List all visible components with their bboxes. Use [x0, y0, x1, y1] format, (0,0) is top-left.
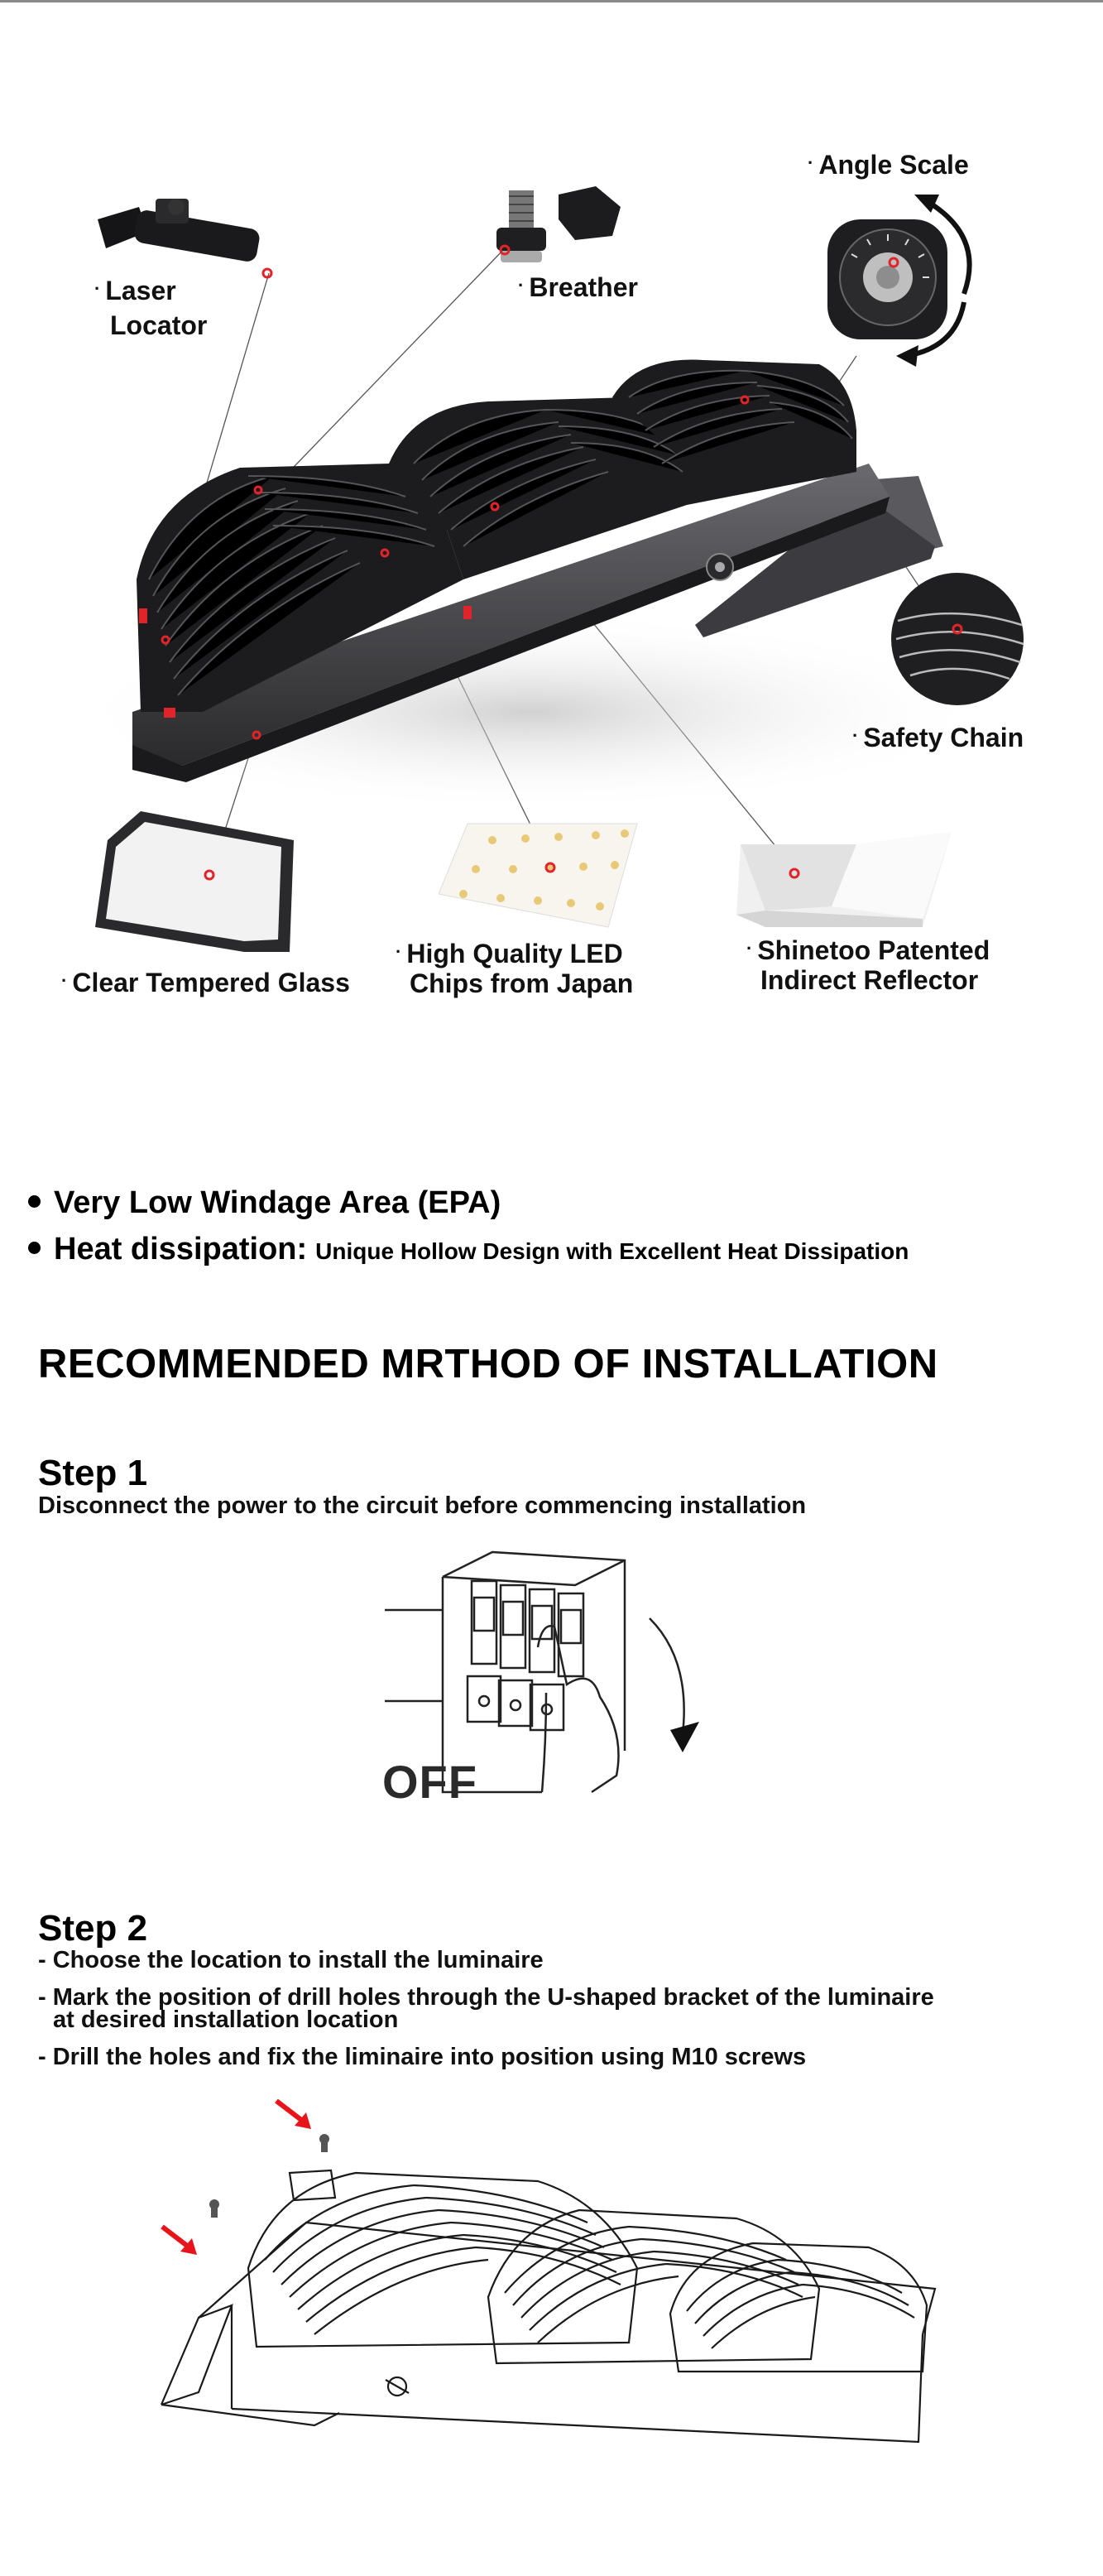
breather-image: [480, 178, 629, 277]
feature-item-heat: [28, 1232, 909, 1267]
callout-bullet: ·: [808, 152, 814, 173]
callout-bullet: ·: [94, 278, 101, 299]
callout-safety-chain: [852, 722, 1024, 757]
step2-line1: - Choose the location to install the luminaire: [38, 1947, 544, 1973]
feature-heat-title: Heat dissipation:: [54, 1232, 308, 1266]
reflector-image: [732, 828, 964, 935]
callout-reflector: [746, 937, 990, 993]
bullet-dot: [28, 1195, 41, 1208]
callout-safety-chain-label: Safety Chain: [863, 723, 1024, 752]
drill-arrow-icon: [271, 2096, 321, 2137]
step2-title: Step 2: [38, 1908, 148, 1949]
step1-text: Disconnect the power to the circuit before commencing installation: [38, 1492, 807, 1519]
step2-line2b: at desired installation location: [53, 2006, 399, 2033]
callout-breather-label: Breather: [529, 272, 638, 302]
callout-bullet: ·: [852, 725, 859, 746]
luminaire-line-drawing: [141, 2094, 1067, 2442]
laser-locator-image: [89, 186, 288, 286]
feature-epa-text: Very Low Windage Area (EPA): [54, 1185, 501, 1220]
callout-led-chips: [396, 940, 633, 997]
callout-clear-glass: [61, 967, 350, 1002]
callout-reflector-line2: Indirect Reflector: [760, 965, 979, 995]
callout-laser-locator-line2: Locator: [110, 310, 208, 340]
callout-clear-glass-label: Clear Tempered Glass: [72, 968, 350, 997]
tempered-glass-image: [91, 807, 306, 964]
callout-laser-locator-line1: Laser: [105, 276, 176, 305]
callout-led-line2: Chips from Japan: [410, 968, 634, 998]
step1-title: Step 1: [38, 1453, 148, 1493]
off-label: OFF: [382, 1756, 477, 1808]
installation-title: RECOMMENDED MRTHOD OF INSTALLATION: [38, 1342, 938, 1387]
step2-line2a: - Mark the position of drill holes through the U-shaped bracket of the luminaire: [38, 1984, 934, 2011]
callout-led-line1: High Quality LED: [406, 939, 623, 968]
callout-reflector-line1: Shinetoo Patented: [757, 935, 990, 965]
drill-arrow-icon: [157, 2222, 207, 2263]
callout-angle-scale: [808, 149, 969, 184]
led-board-image: [434, 815, 641, 931]
bullet-dot: [28, 1242, 41, 1254]
callout-angle-scale-label: Angle Scale: [818, 150, 969, 180]
callout-bullet: ·: [61, 970, 68, 991]
angle-scale-image: [815, 186, 997, 368]
safety-chain-image: [890, 571, 1030, 712]
callout-breather: [518, 272, 638, 306]
feature-item-epa: [28, 1185, 501, 1221]
callout-bullet: ·: [746, 938, 753, 959]
callout-bullet: ·: [518, 275, 525, 296]
callout-laser-locator: [94, 275, 207, 341]
feature-heat-desc: Unique Hollow Design with Excellent Heat Dissipation: [315, 1238, 909, 1264]
step2-line3: - Drill the holes and fix the liminaire into position using M10 screws: [38, 2044, 807, 2070]
callout-bullet: ·: [396, 941, 402, 962]
